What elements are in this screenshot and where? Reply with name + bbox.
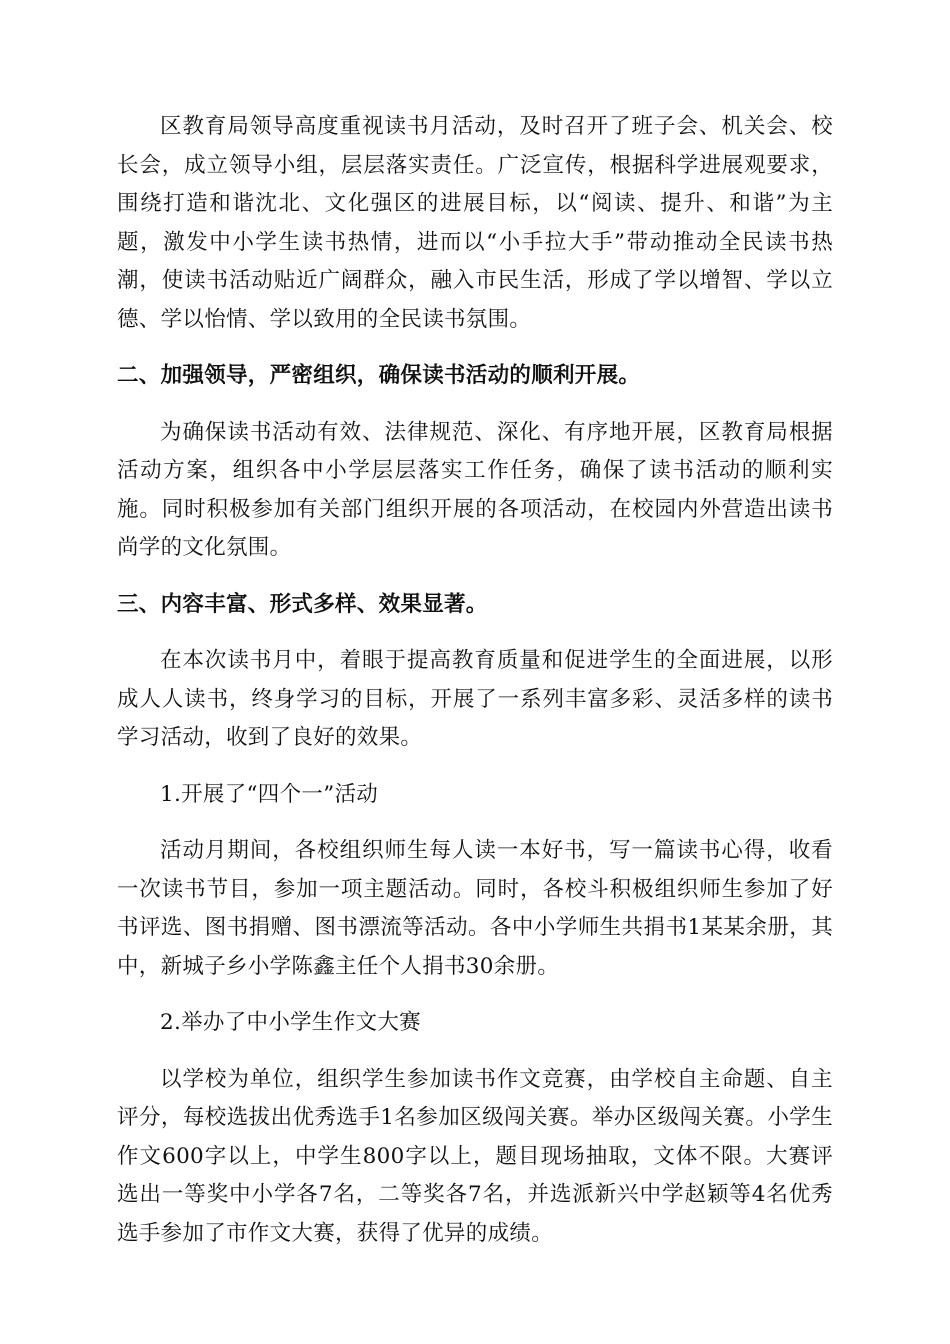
section-heading-3: 三、内容丰富、形式多样、效果显著。	[117, 591, 488, 617]
paragraph-activities: 活动月期间，各校组织师生每人读一本好书，写一篇读书心得，收看一次读书节目，参加一项主题活动。同时，各校斗积极组织师生参加了好书评选、图书捐赠、图书漂流等活动。各中小学师生共捐书1某某余册，其中，新城子乡小学陈鑫主任个人捐书30余册。	[117, 838, 833, 979]
subheading-four-ones: 1.开展了“四个一”活动	[160, 781, 379, 807]
subheading-essay-contest: 2.举办了中小学生作文大赛	[160, 1010, 421, 1035]
paragraph-essay-contest: 以学校为单位，组织学生参加读书作文竞赛，由学校自主命题、自主评分，每校选拔出优秀选手1名参加区级闯关赛。举办区级闯关赛。小学生作文600字以上，中学生800字以上，题目现场抽取，文体不限。大赛评选出一等奖中小学各7名，二等奖各7名，并选派新兴中学赵颖等4名优秀选手参加了市作文大赛，获得了优异的成绩。	[117, 1066, 833, 1246]
document-body	[117, 108, 833, 1253]
paragraph-leadership: 区教育局领导高度重视读书月活动，及时召开了班子会、机关会、校长会，成立领导小组，层层落实责任。广泛宣传，根据科学进展观要求，围绕打造和谐沈北、文化强区的进展目标，以“阅读、提升、和谐”为主题，激发中小学生读书热情，进而以“小手拉大手”带动推动全民读书热潮，使读书活动贴近广阔群众，融入市民生活，形成了学以增智、学以立德、学以怡情、学以致用的全民读书氛围。	[117, 114, 833, 332]
section-heading-2: 二、加强领导，严密组织，确保读书活动的顺利开展。	[117, 363, 641, 388]
paragraph-reading-month: 在本次读书月中，着眼于提高教育质量和促进学生的全面进展，以形成人人读书，终身学习的目标，开展了一系列丰富多彩、灵活多样的读书学习活动，收到了良好的效果。	[117, 648, 833, 750]
paragraph-organization: 为确保读书活动有效、法律规范、深化、有序地开展，区教育局根据活动方案，组织各中小学层层落实工作任务，确保了读书活动的顺利实施。同时积极参加有关部门组织开展的各项活动，在校园内外营造出读书尚学的文化氛围。	[117, 419, 833, 560]
